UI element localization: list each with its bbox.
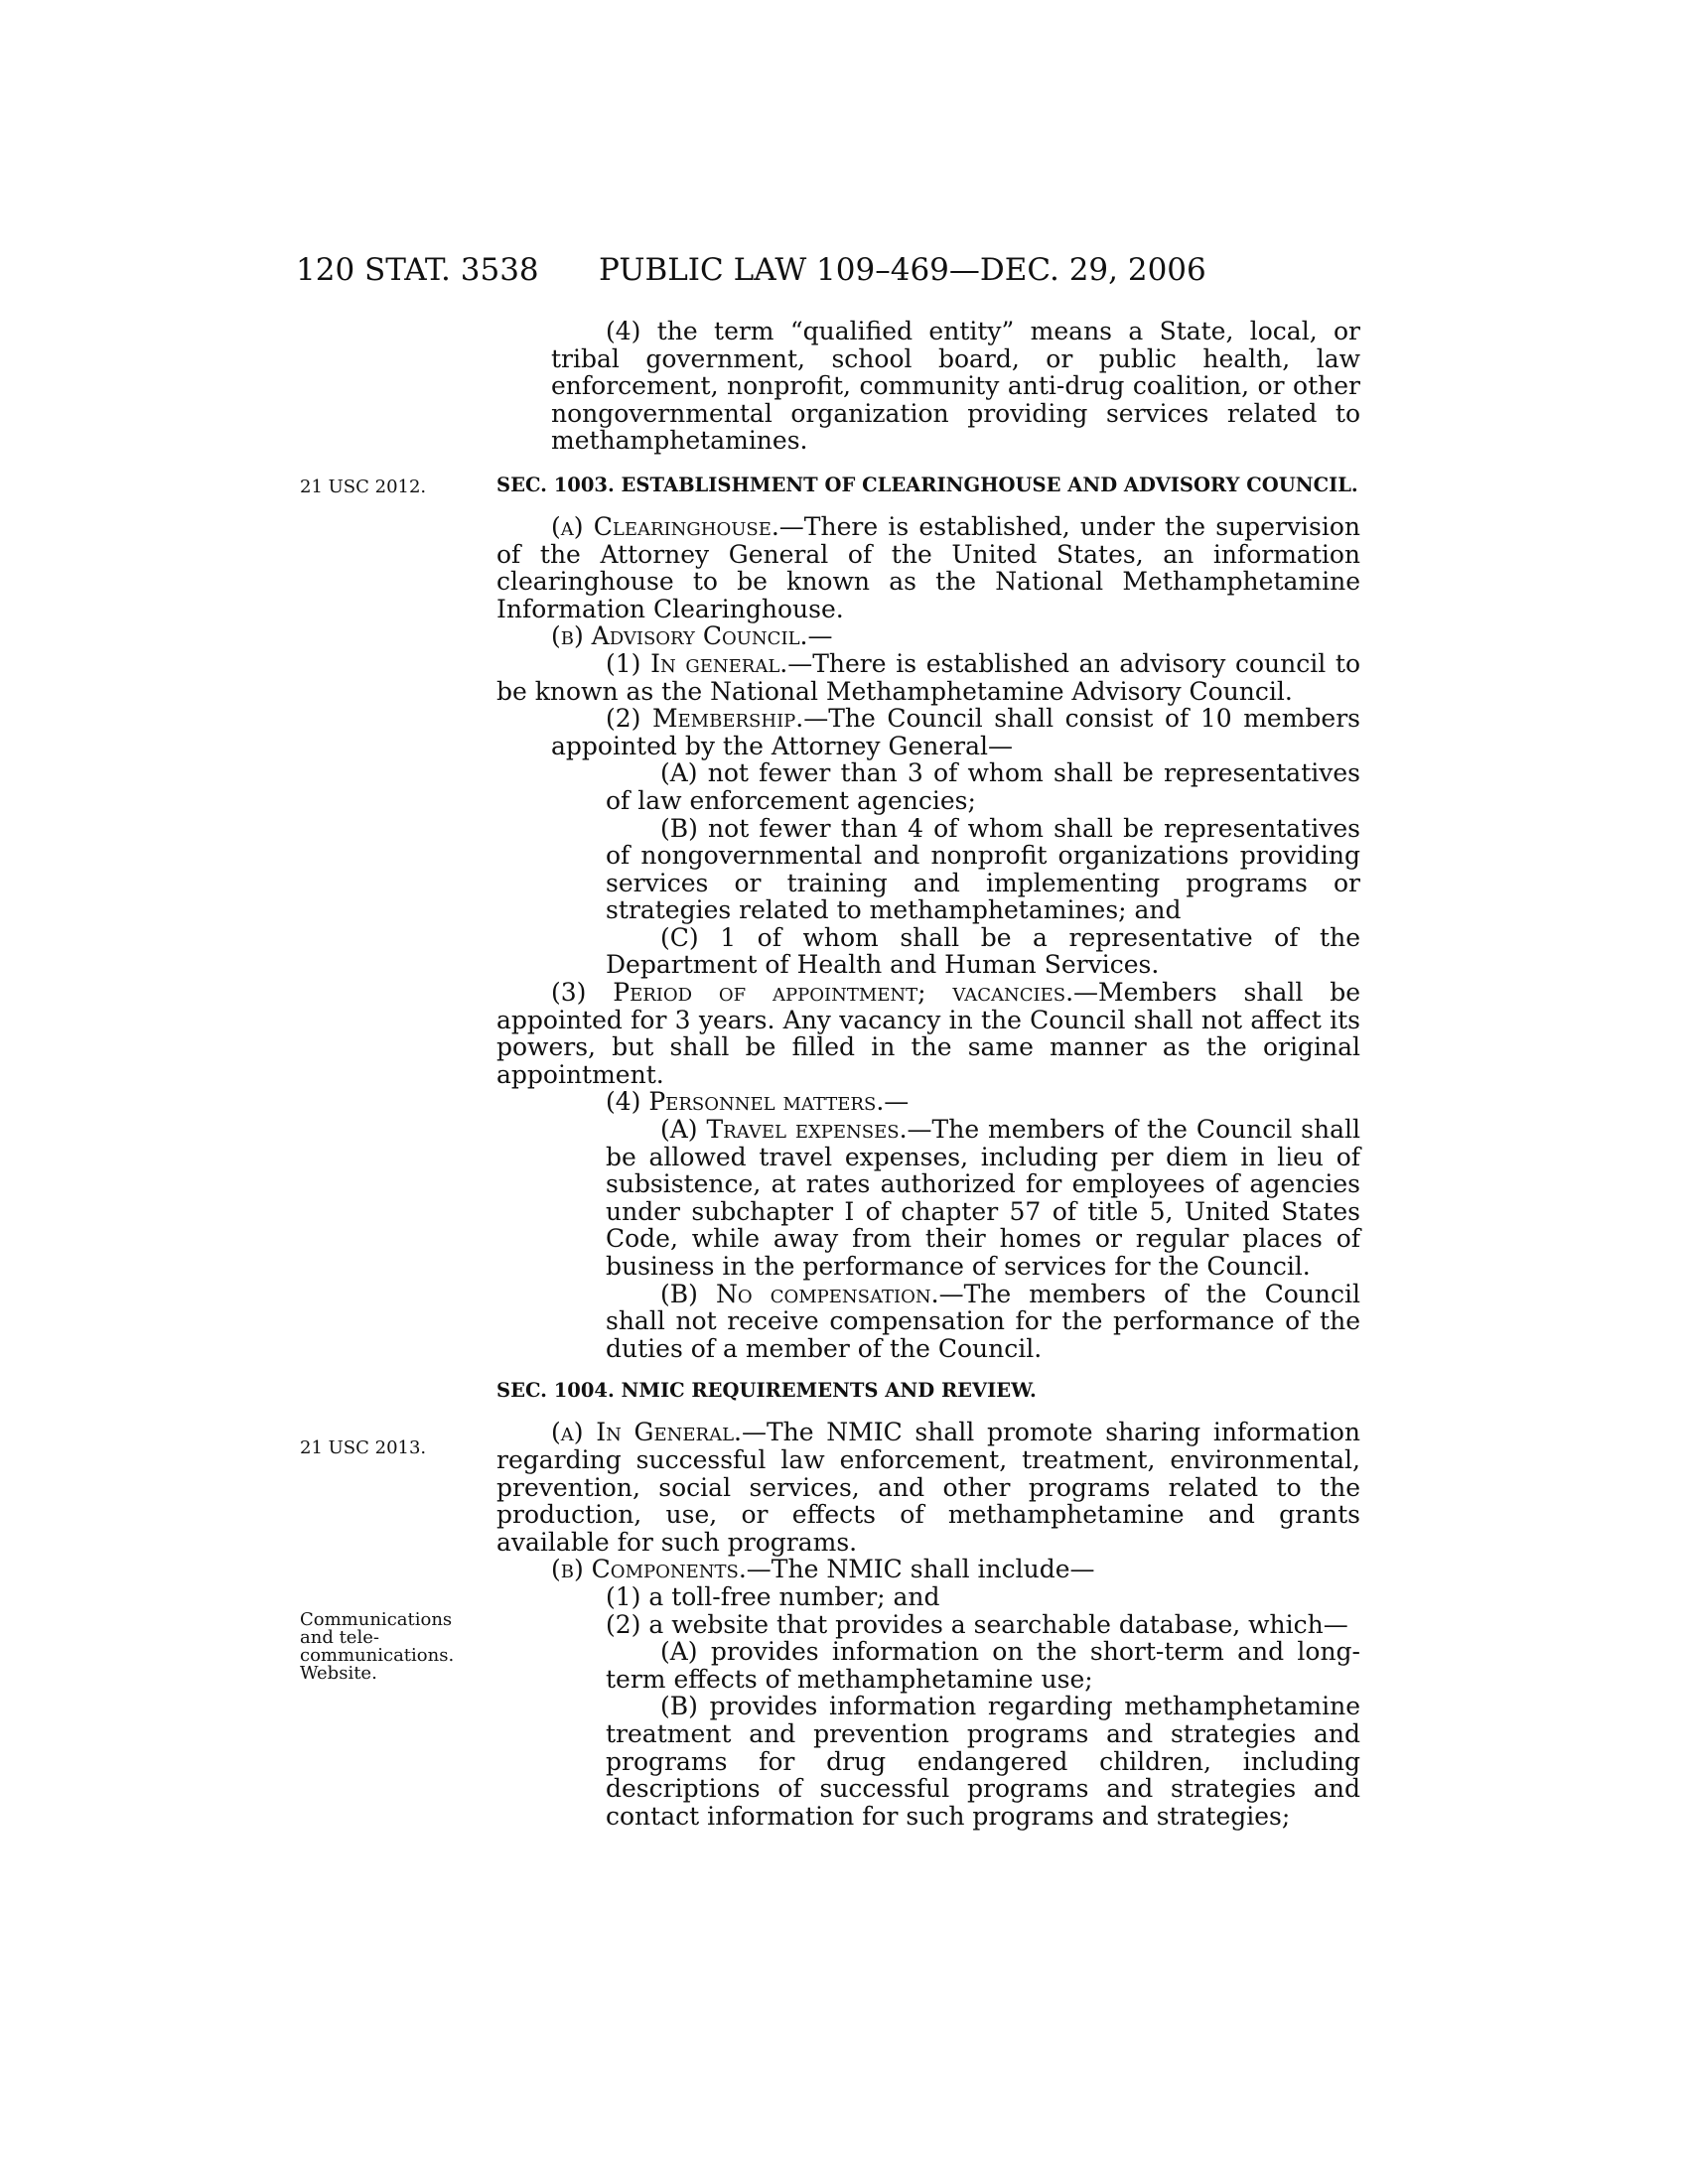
clause-b2C: (C) 1 of whom shall be a representative of the Department of Health and Human Services. — [606, 922, 1360, 980]
subsection-heading: (a) Clearinghouse. — [551, 511, 779, 541]
paragraph-heading: (3) Period of appointment; vacancies. — [551, 978, 1074, 1008]
margin-note-usc-2012: 21 USC 2012. — [300, 477, 427, 497]
clause-text: —The members of the Council shall not receive compensation for the performance of the duties of a member of the Council. — [606, 1279, 1361, 1363]
page-header — [296, 250, 1289, 290]
paragraph-b2-membership — [496, 705, 1360, 759]
stat-citation: 120 STAT. 3538 — [296, 252, 539, 288]
paragraph-qualified-entity: (4) the term “qualified entity” means a State, local, or tribal government, school board, or public health, law enforcement, nonprofit, community anti-drug coalition, or other nongovernmental organization providing services related to methamphetamines. — [551, 317, 1360, 456]
paragraph-heading: (4) Personnel matters. — [606, 1087, 885, 1117]
paragraph-b1-in-general — [496, 650, 1360, 705]
paragraph-b3-period-of-appointment — [496, 979, 1360, 1088]
clause-b4A-travel-expenses — [496, 1116, 1360, 1281]
paragraph-b2-website: (2) a website that provides a searchable database, which— — [606, 1609, 1348, 1639]
clause-heading: (B) No compensation. — [660, 1279, 939, 1308]
margin-note-line: Communications — [300, 1609, 453, 1630]
paragraph-b1-toll-free: (1) a toll-free number; and — [606, 1581, 940, 1611]
subsection-heading: (b) Components. — [551, 1555, 747, 1584]
clause-b2B: (B) not fewer than 4 of whom shall be representatives of nongovernmental and nonprofit organizations providing services or training and implementing programs or strategies related to methamphetamines; and — [606, 813, 1360, 925]
margin-note-line: Website. — [300, 1663, 377, 1684]
subsection-text: —The NMIC shall promote sharing information regarding successful law enforcement, treatment, environmental, prevention, social services, and other programs related to the production, use, or effects of methamphetamine and grants available for such programs. — [496, 1418, 1360, 1557]
paragraph-b4-personnel-matters — [496, 1088, 1360, 1116]
paragraph-text: —There is established an advisory council to be known as the National Methamphetamine Advisory Council. — [496, 648, 1360, 706]
clause-b2A-effects: (A) provides information on the short-term and long-term effects of methamphetamine use; — [606, 1637, 1360, 1694]
margin-note-communications — [300, 1611, 469, 1683]
paragraph-text: —Members shall be appointed for 3 years. Any vacancy in the Council shall not affect its powers, but shall be filled in the same manner as the original appointment. — [496, 978, 1360, 1089]
subsection-b-advisory-council — [496, 622, 1360, 650]
margin-note-line: communications. — [300, 1645, 455, 1666]
clause-heading: (A) Travel expenses. — [660, 1115, 908, 1145]
clause-b4B-no-compensation — [496, 1281, 1360, 1363]
clause-b2A: (A) not fewer than 3 of whom shall be representatives of law enforcement agencies; — [606, 758, 1360, 815]
section-1004-heading: SEC. 1004. NMIC REQUIREMENTS AND REVIEW. — [496, 1379, 1037, 1403]
subsection-a-clearinghouse — [496, 513, 1360, 622]
paragraph-text: — — [884, 1087, 910, 1117]
clause-b2B-programs: (B) provides information regarding methamphetamine treatment and prevention programs and strategies and programs for drug endangered children, including descriptions of successful programs and strategies and contact information for such programs and strategies; — [606, 1692, 1360, 1831]
margin-note-usc-2013: 21 USC 2013. — [300, 1437, 427, 1458]
paragraph-heading: (1) In general. — [606, 648, 788, 678]
subsection-text: — — [807, 621, 833, 651]
subsection-a-in-general — [496, 1419, 1360, 1556]
subsection-text: —There is established, under the supervision of the Attorney General of the United States, an information clearinghouse to be known as the National Methamphetamine Information Clearinghouse. — [496, 511, 1360, 623]
subsection-heading: (a) In General. — [551, 1418, 742, 1447]
subsection-b-components — [496, 1556, 1360, 1583]
section-1003-heading: SEC. 1003. ESTABLISHMENT OF CLEARINGHOUSE AND ADVISORY COUNCIL. — [496, 473, 1358, 496]
subsection-heading: (b) Advisory Council. — [551, 621, 808, 651]
paragraph-heading: (2) Membership. — [606, 704, 804, 734]
statute-body — [496, 318, 1360, 1830]
public-law-title: PUBLIC LAW 109–469—DEC. 29, 2006 — [599, 252, 1206, 288]
clause-text: —The members of the Council shall be allowed travel expenses, including per diem in lieu of subsistence, at rates authorized for employees of agencies under subchapter I of chapter 57 of title 5, United States Code, while away from their homes or regular places of business in the performance of services for the Council. — [606, 1115, 1360, 1281]
margin-note-line: and tele- — [300, 1627, 379, 1648]
paragraph-text: —The Council shall consist of 10 members appointed by the Attorney General— — [551, 704, 1360, 760]
subsection-text: —The NMIC shall include— — [746, 1555, 1095, 1584]
